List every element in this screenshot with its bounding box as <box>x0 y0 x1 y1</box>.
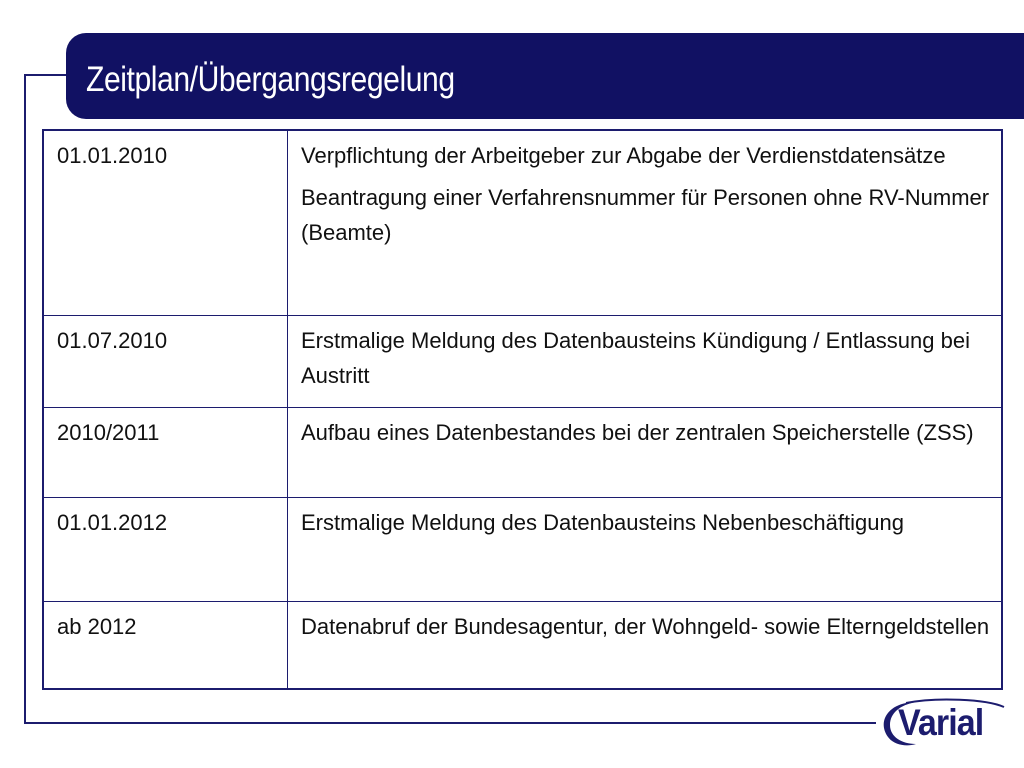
frame-line-top <box>24 74 68 76</box>
description-text: Aufbau eines Datenbestandes bei der zentralen Speicherstelle (ZSS) <box>301 419 974 445</box>
schedule-table <box>42 129 1003 690</box>
title-bar <box>66 33 1024 119</box>
date-cell: 2010/2011 <box>43 407 288 497</box>
table-row <box>43 497 1002 601</box>
description-text: Beantragung einer Verfahrensnummer für Personen ohne RV-Nummer (Beamte) <box>301 185 990 245</box>
description-cell <box>288 601 1003 689</box>
table-row <box>43 315 1002 407</box>
description-text: Erstmalige Meldung des Datenbausteins Nebenbeschäftigung <box>301 509 904 535</box>
date-cell: 01.01.2010 <box>43 130 288 315</box>
frame-line-bottom <box>24 722 876 724</box>
date-cell: ab 2012 <box>43 601 288 689</box>
table-row <box>43 130 1002 315</box>
description-cell <box>288 407 1003 497</box>
frame-line-left <box>24 74 26 724</box>
logo-text: Varial <box>898 702 984 743</box>
description-text: Verpflichtung der Arbeitgeber zur Abgabe der Verdienstdatensätze <box>301 143 946 168</box>
description-text: Erstmalige Meldung des Datenbausteins Kündigung / Entlassung bei Austritt <box>301 327 970 388</box>
slide-title: Zeitplan/Übergangsregelung <box>86 60 455 99</box>
table-row <box>43 407 1002 497</box>
description-text: Datenabruf der Bundesagentur, der Wohngeld- sowie Elterngeldstellen <box>301 613 990 639</box>
date-cell: 01.07.2010 <box>43 315 288 407</box>
table-row <box>43 601 1002 689</box>
date-cell: 01.01.2012 <box>43 497 288 601</box>
description-cell <box>288 315 1003 407</box>
description-cell <box>288 130 1003 315</box>
description-cell <box>288 497 1003 601</box>
varial-logo <box>876 697 1008 749</box>
